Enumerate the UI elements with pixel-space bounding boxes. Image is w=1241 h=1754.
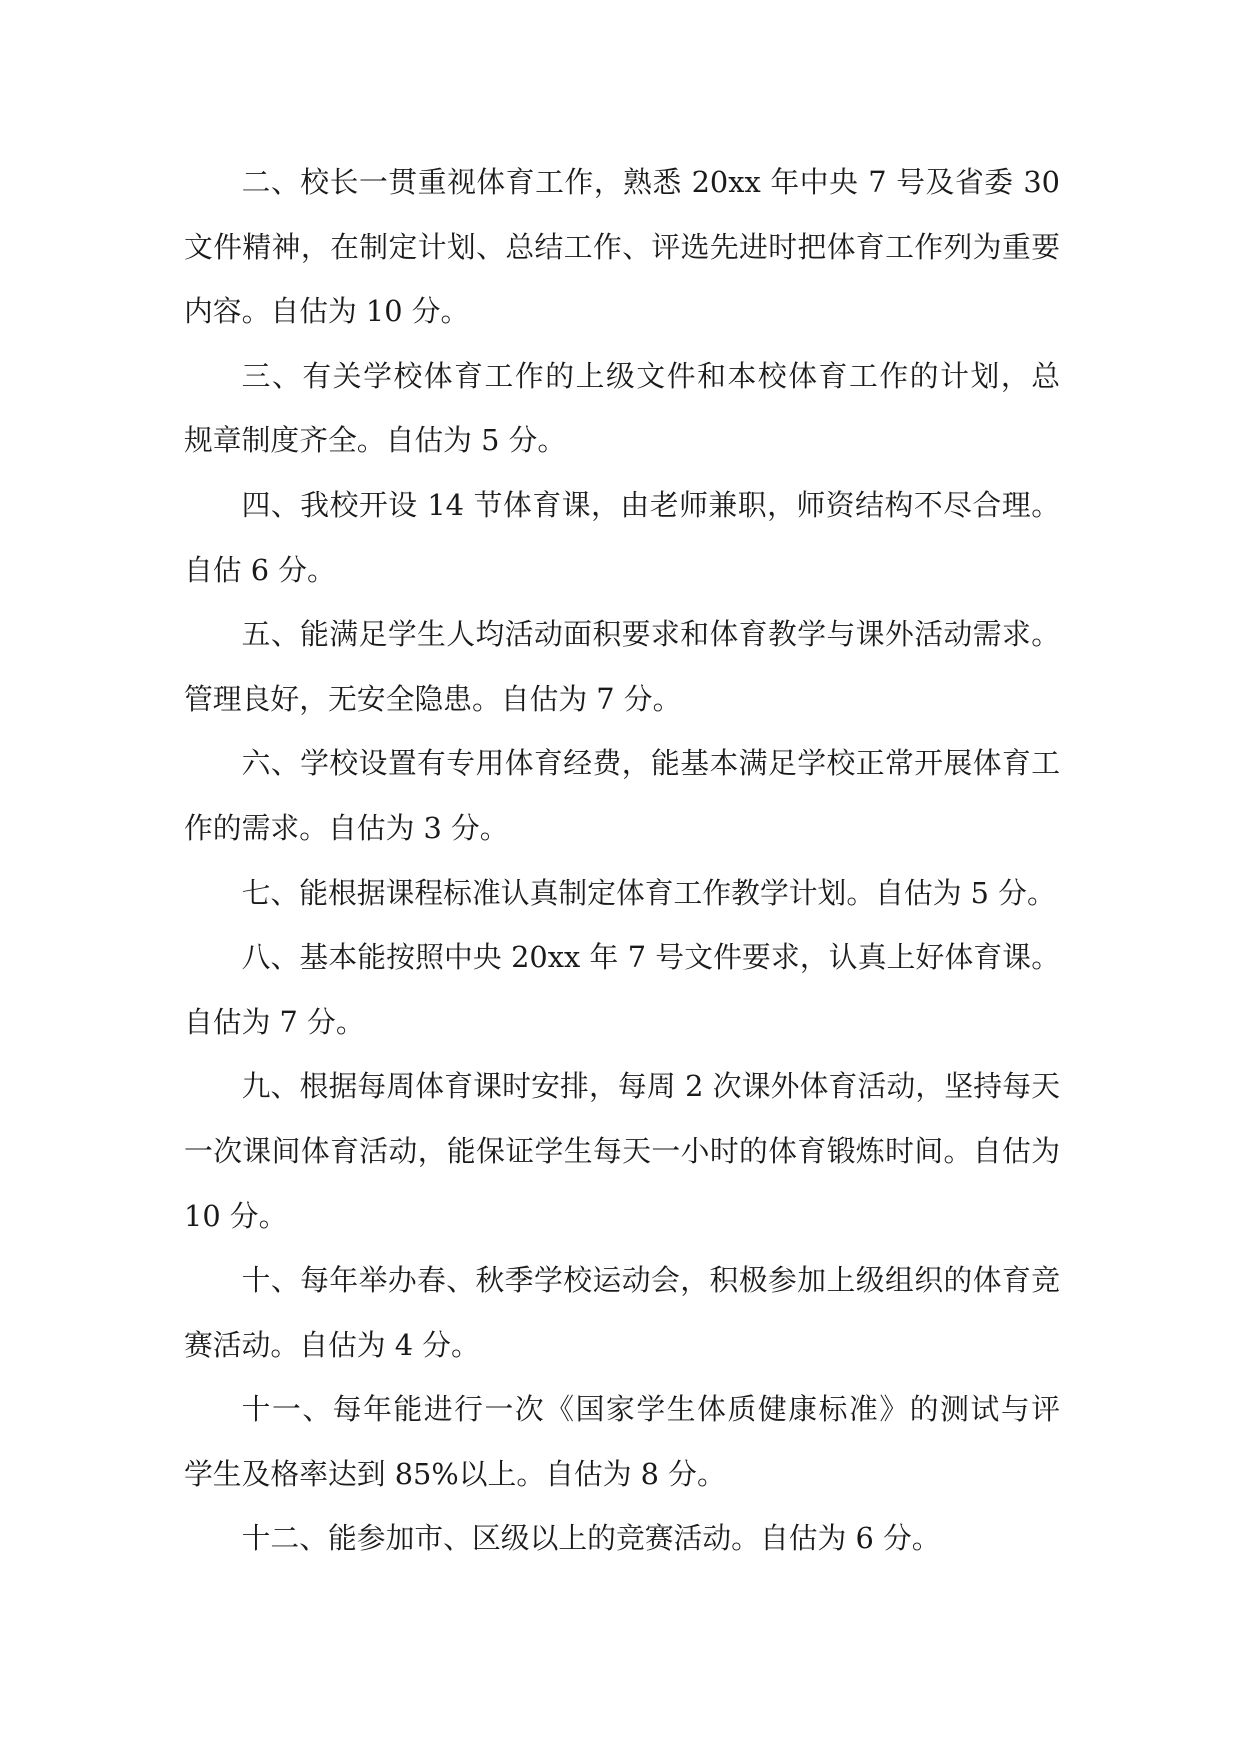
paragraph-item-5 [184, 602, 1060, 731]
paragraph-item-3 [184, 344, 1060, 473]
paragraph-line: 自估为 7 分。 [184, 1004, 365, 1039]
paragraph-item-2 [184, 150, 1060, 344]
paragraph-line: 二、校长一贯重视体育工作，熟悉 20xx 年中央 7 号及省委 30 [241, 165, 1060, 199]
paragraph-line: 作的需求。自估为 3 分。 [184, 810, 509, 845]
paragraph-line: 三、有关学校体育工作的上级文件和本校体育工作的计划，总 [241, 358, 1060, 393]
paragraph-line: 四、我校开设 14 节体育课，由老师兼职，师资结构不尽合理。 [241, 487, 1060, 522]
paragraph-line: 学生及格率达到 85%以上。自估为 8 分。 [184, 1456, 726, 1491]
paragraph-item-10 [184, 1248, 1060, 1377]
paragraph-line: 十一、每年能进行一次《国家学生体质健康标准》的测试与评 [241, 1392, 1060, 1427]
paragraph-item-9 [184, 1054, 1060, 1248]
paragraph-line: 管理良好，无安全隐患。自估为 7 分。 [184, 681, 682, 716]
paragraph-item-11 [184, 1377, 1060, 1506]
document-body [184, 150, 1060, 1571]
paragraph-item-7 [184, 861, 1060, 926]
paragraph-line: 八、基本能按照中央 20xx 年 7 号文件要求，认真上好体育课。 [241, 940, 1060, 975]
paragraph-item-6 [184, 731, 1060, 860]
paragraph-item-8 [184, 925, 1060, 1054]
paragraph-line: 七、能根据课程标准认真制定体育工作教学计划。自估为 5 分。 [241, 875, 1056, 910]
paragraph-line: 十、每年举办春、秋季学校运动会，积极参加上级组织的体育竞 [241, 1263, 1060, 1298]
paragraph-line: 内容。自估为 10 分。 [184, 294, 470, 329]
paragraph-line: 六、学校设置有专用体育经费，能基本满足学校正常开展体育工 [241, 746, 1060, 781]
paragraph-line: 十二、能参加市、区级以上的竞赛活动。自估为 6 分。 [241, 1521, 941, 1556]
paragraph-line: 10 分。 [184, 1198, 288, 1233]
paragraph-line: 规章制度齐全。自估为 5 分。 [184, 423, 567, 458]
paragraph-line: 自估 6 分。 [184, 552, 336, 587]
paragraph-line: 九、根据每周体育课时安排，每周 2 次课外体育活动，坚持每天 [241, 1069, 1060, 1104]
paragraph-line: 赛活动。自估为 4 分。 [184, 1327, 480, 1362]
paragraph-line: 一次课间体育活动，能保证学生每天一小时的体育锻炼时间。自估为 [184, 1133, 1060, 1168]
paragraph-item-4 [184, 473, 1060, 602]
paragraph-item-12 [184, 1506, 1060, 1571]
paragraph-line: 文件精神，在制定计划、总结工作、评选先进时把体育工作列为重要 [184, 229, 1060, 264]
paragraph-line: 五、能满足学生人均活动面积要求和体育教学与课外活动需求。 [241, 617, 1060, 652]
